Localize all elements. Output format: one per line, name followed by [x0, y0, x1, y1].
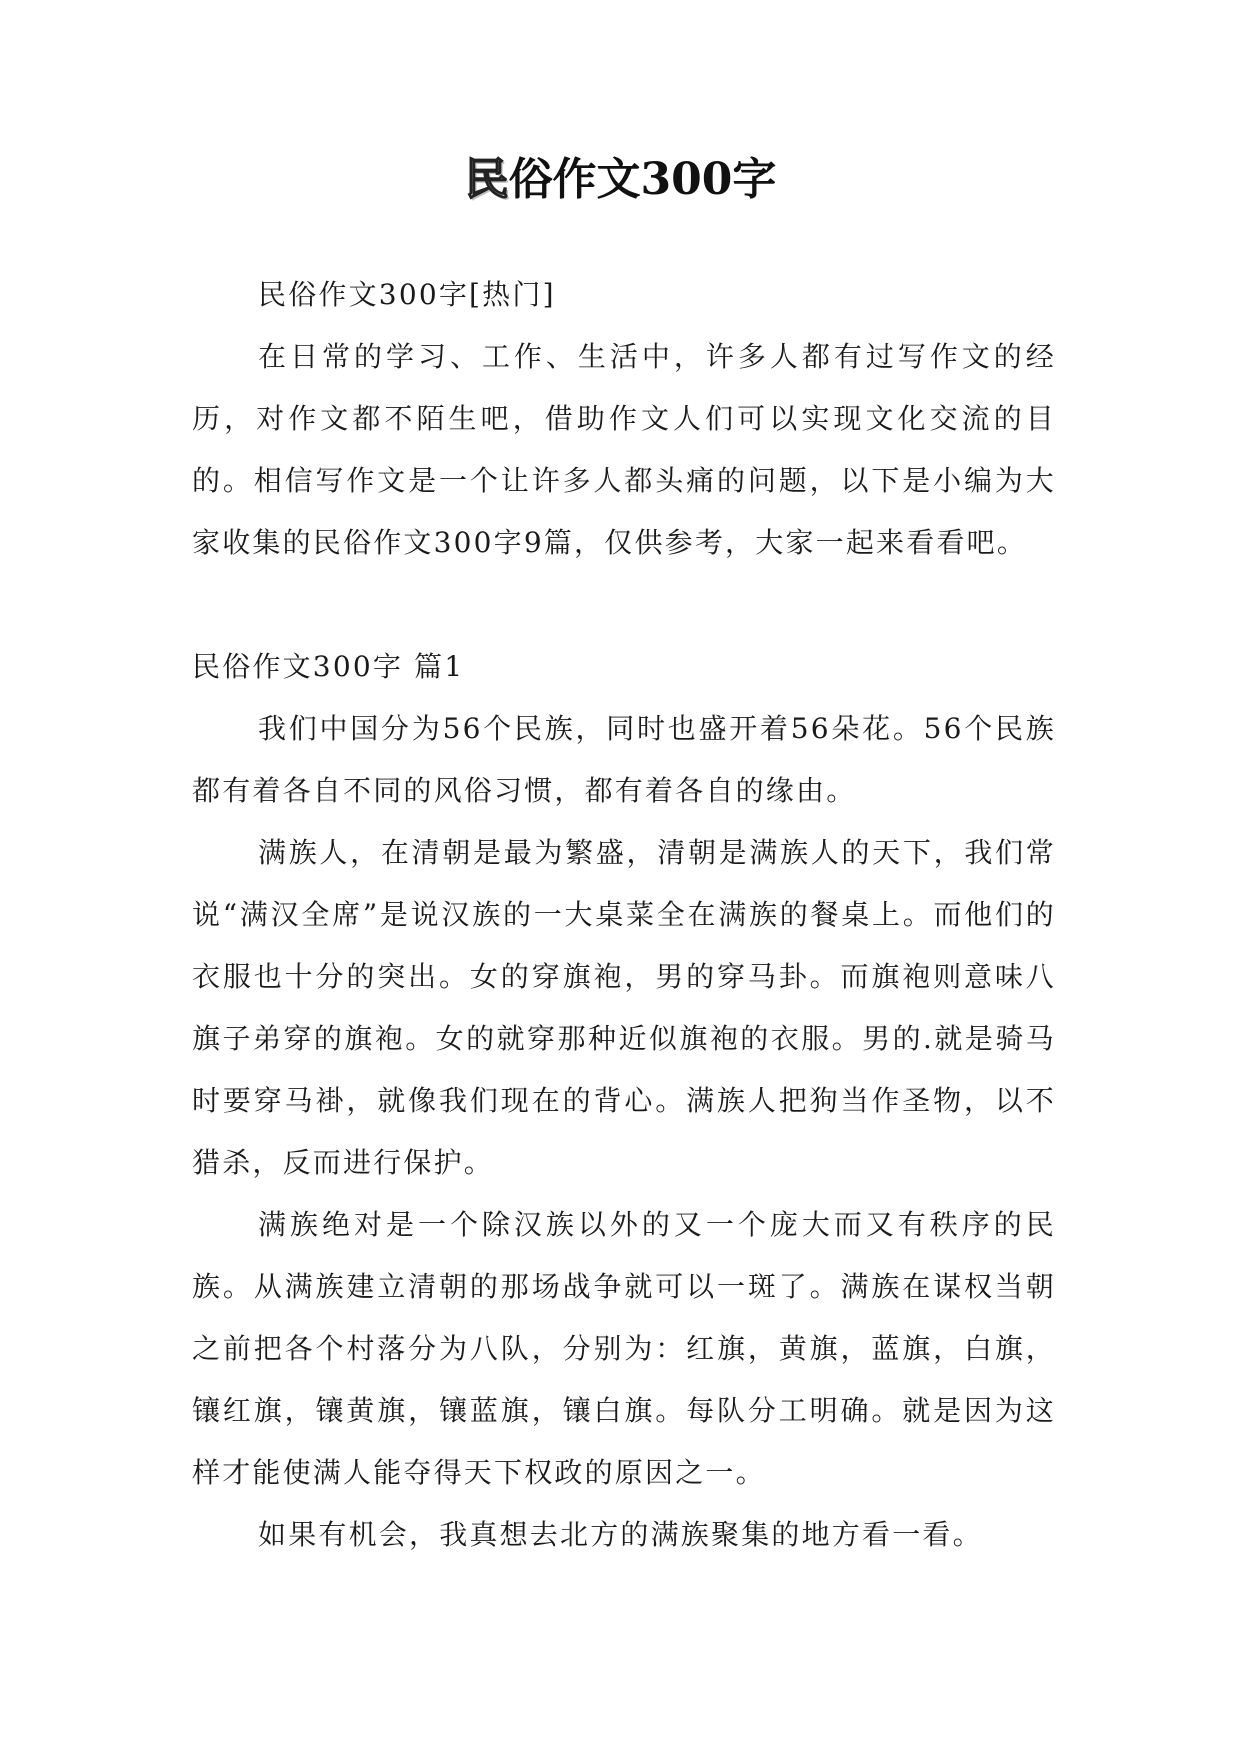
- intro-paragraph: 在日常的学习、工作、生活中，许多人都有过写作文的经历，对作文都不陌生吧，借助作文人们可以实现文化交流的目的。相信写作文是一个让许多人都头痛的问题，以下是小编为大家收集的民俗作文300字9篇，仅供参考，大家一起来看看吧。: [192, 340, 1056, 559]
- title-first-char: 民: [464, 154, 509, 205]
- document-title: [0, 150, 1241, 210]
- body-paragraph-4: 如果有机会，我真想去北方的满族聚集的地方看一看。: [258, 1518, 983, 1551]
- section-heading: 民俗作文300字 篇1: [192, 650, 465, 683]
- body-paragraph-1: 我们中国分为56个民族，同时也盛开着56朵花。56个民族都有着各自不同的风俗习惯，都有着各自的缘由。: [192, 712, 1056, 807]
- title-rest: 俗作文300字: [508, 154, 777, 205]
- document-body: [192, 264, 1056, 1566]
- body-paragraph-3: 满族绝对是一个除汉族以外的又一个庞大而又有秩序的民族。从满族建立清朝的那场战争就可以一斑了。满族在谋权当朝之前把各个村落分为八队，分别为：红旗，黄旗，蓝旗，白旗，镶红旗，镶黄旗，镶蓝旗，镶白旗。每队分工明确。就是因为这样才能使满人能夺得天下权政的原因之一。: [192, 1208, 1056, 1489]
- section-gap: [192, 574, 1056, 636]
- body-paragraph-2: 满族人，在清朝是最为繁盛，清朝是满族人的天下，我们常说“满汉全席”是说汉族的一大桌菜全在满族的餐桌上。而他们的衣服也十分的突出。女的穿旗袍，男的穿马卦。而旗袍则意味八旗子弟穿的旗袍。女的就穿那种近似旗袍的衣服。男的.就是骑马时要穿马褂，就像我们现在的背心。满族人把狗当作圣物，以不猎杀，反而进行保护。: [192, 836, 1056, 1179]
- document-subtitle: 民俗作文300字[热门]: [258, 278, 556, 311]
